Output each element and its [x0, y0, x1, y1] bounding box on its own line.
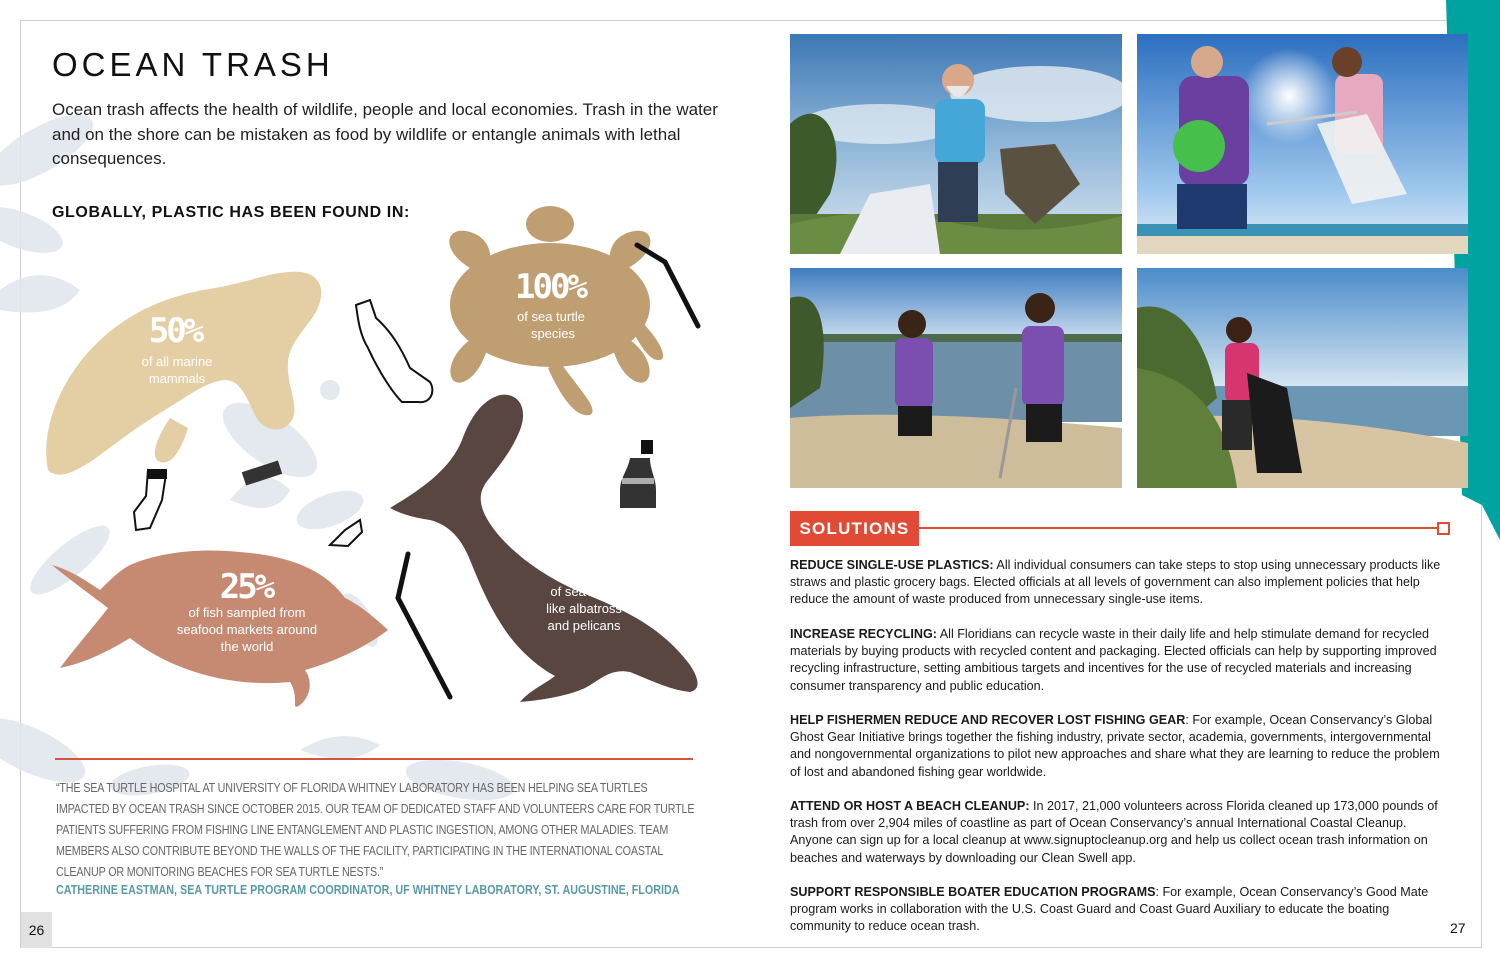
solution-item — [790, 712, 1450, 781]
solution-heading: INCREASE RECYCLING: — [790, 627, 937, 641]
quote-attribution: CATHERINE EASTMAN, SEA TURTLE PROGRAM COORDINATOR, UF WHITNEY LABORATORY, ST. AUGUSTINE, FLORIDA — [56, 883, 680, 897]
solutions-label: SOLUTIONS — [790, 511, 919, 546]
stat-fish-line3: the world — [220, 639, 274, 654]
tube-icon — [134, 470, 166, 530]
solutions-rule — [919, 527, 1437, 529]
stat-bird-line1: of sea birds — [550, 584, 618, 599]
plastic-infographic — [0, 0, 720, 760]
solution-item — [790, 557, 1450, 609]
page-number-left-text: 26 — [28, 922, 45, 938]
quote-divider — [55, 758, 693, 760]
solution-item — [790, 884, 1450, 936]
cup-icon — [330, 520, 362, 546]
testimonial-quote: “THE SEA TURTLE HOSPITAL AT UNIVERSITY OF FLORIDA WHITNEY LABORATORY HAS BEEN HELPING SEA TURTLES IMPACTED BY OCEAN TRASH SINCE OCTOBER 2015. OUR TEAM OF DEDICATED STAFF AND VOLUNTEERS CARE FOR TURTLE PATIENTS SUFFERING FROM FISHING LINE ENTANGLEMENT AND PLASTIC INGESTION, AMONG OTHER MALADIES. TEAM MEMBERS ALSO CONTRIBUTE BEYOND THE WALLS OF THE FACILITY, PARTICIPATING IN THE INTERNATIONAL COASTAL CLEANUP OR MONITORING BEACHES FOR SEA TURTLE NESTS.” — [56, 781, 695, 879]
straw-icon-2 — [398, 554, 450, 697]
stat-manatee-line1: of all marine — [141, 354, 213, 369]
stat-manatee-value: 50% — [148, 311, 202, 351]
solution-heading: ATTEND OR HOST A BEACH CLEANUP: — [790, 799, 1030, 813]
stat-fish-value: 25% — [219, 567, 273, 607]
stat-fish-line1: of fish sampled from — [188, 605, 306, 620]
solution-heading: HELP FISHERMEN REDUCE AND RECOVER LOST FISHING GEAR — [790, 713, 1186, 727]
page-number-right: 27 — [1450, 920, 1466, 936]
solution-item — [790, 798, 1450, 867]
bottle-icon — [356, 300, 432, 402]
solution-text: : For example, Ocean Conservancy’s Good Mate program works in collaboration with the U.S. Coast Guard and Coast Guard Auxiliary to educate the boating community to reduce ocean trash. — [790, 885, 1429, 934]
solution-text: All Floridians can recycle waste in their daily life and help stimulate demand for recycled materials by buying products with recycled content and packaging. Elected officials can help by supporting improved recycling infrastructure, setting ambitious targets and incentives for the use of recycled materials and increasing consumer transparency and public education. — [790, 627, 1437, 693]
solution-text: All individual consumers can take steps to stop using unnecessary products like straws and plastic grocery bags. Elected officials at all levels of government can also implement policies that help reduce the amount of waste produced from unnecessary single-use items. — [790, 558, 1441, 607]
globally-heading: GLOBALLY, PLASTIC HAS BEEN FOUND IN: — [52, 204, 410, 221]
stat-manatee-line2: mammals — [148, 371, 206, 386]
solution-heading: SUPPORT RESPONSIBLE BOATER EDUCATION PROGRAMS — [790, 885, 1156, 899]
page-title: OCEAN TRASH — [52, 46, 334, 83]
photo-volunteer-man — [790, 34, 1122, 254]
stat-bird-line2: like albatross — [546, 601, 622, 616]
bottle-icon-2 — [620, 440, 656, 508]
solution-item — [790, 626, 1450, 695]
photo-girl-cleanup — [1137, 268, 1468, 488]
stat-fish-line2: seafood markets around — [176, 622, 318, 637]
solution-text: In 2017, 21,000 volunteers across Florida cleaned up 173,000 pounds of trash from over 2,904 miles of coastline as part of Ocean Conservancy’s annual International Coastal Cleanup. Anyone can sign up for a local cleanup at www.signuptocleanup.org and help us collect ocean trash information on beaches and waterways by downloading our Clean Swell app. — [790, 799, 1438, 865]
photo-beach-kids — [1137, 34, 1468, 254]
photo-two-teens — [790, 268, 1122, 488]
stat-turtle-line1: of sea turtle — [517, 309, 585, 324]
lighter-icon — [242, 460, 282, 485]
solutions-rule-end — [1437, 522, 1450, 535]
stat-turtle-value: 100% — [515, 267, 585, 307]
intro-paragraph: Ocean trash affects the health of wildlife, people and local economies. Trash in the water and on the shore can be mistaken as food by wildlife or entangle animals with lethal consequences. — [52, 100, 718, 168]
page-number-left — [21, 912, 52, 948]
stat-turtle-line2: species — [530, 326, 576, 341]
solution-heading: REDUCE SINGLE-USE PLASTICS: — [790, 558, 994, 572]
stat-bird-line3: and pelicans — [547, 618, 621, 633]
solution-text: : For example, Ocean Conservancy’s Global Ghost Gear Initiative brings together the fishing industry, private sector, academia, governments, intergovernmental and nongovernmental organizations to pilot new approaches and share what they are learning to reduce the problem of lost and abandoned fishing gear worldwide. — [790, 713, 1440, 779]
stat-bird-value: 59% — [564, 547, 618, 587]
